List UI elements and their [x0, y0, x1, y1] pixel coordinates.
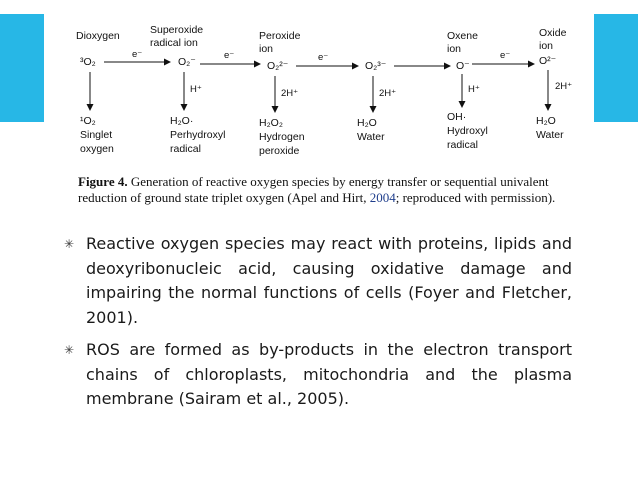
electron-label: e⁻	[224, 50, 235, 61]
product-name: oxygen	[80, 143, 114, 155]
caption-year: 2004	[369, 189, 396, 205]
reagent-label: H⁺	[190, 84, 202, 95]
bullet-text: Reactive oxygen species may react with proteins, lipids and deoxyribonucleic acid, causing oxidative damage and impairing the normal functions of cells (Foyer and Fletcher, 2001).	[86, 234, 572, 327]
bullet-item	[64, 338, 572, 412]
product-name: Perhydroxyl	[170, 129, 226, 141]
species-name: Superoxide	[150, 24, 204, 36]
species-formula: O²⁻	[539, 55, 557, 67]
electron-label: e⁻	[132, 49, 143, 60]
reagent-label: H⁺	[468, 84, 480, 95]
product-name: radical	[170, 143, 201, 155]
bullet-marker-icon: ✳	[64, 237, 75, 251]
ros-pathway-diagram	[52, 14, 586, 174]
product-formula: H₂O₂	[259, 117, 283, 129]
species-formula: O₂²⁻	[267, 60, 289, 72]
caption-text: Generation of reactive oxygen species by energy transfer or sequential univalent reduction of ground state triplet oxygen (Apel and Hirt,	[78, 174, 549, 205]
bullet-item	[64, 232, 572, 330]
product-formula: H₂O	[357, 117, 377, 129]
product-name: Hydroxyl	[447, 125, 488, 137]
species-formula: O₂⁻	[178, 56, 196, 68]
product-formula: OH·	[447, 111, 467, 123]
electron-label: e⁻	[500, 50, 511, 61]
species-formula: ³O₂	[80, 56, 96, 68]
reagent-label: 2H⁺	[555, 81, 573, 92]
species-name: Dioxygen	[76, 30, 120, 42]
species-name: radical ion	[150, 37, 198, 49]
product-formula: H₂O·	[170, 115, 194, 127]
product-name: Water	[536, 129, 564, 141]
product-name: Water	[357, 131, 385, 143]
species-name: Peroxide	[259, 30, 301, 42]
figure-caption	[78, 174, 598, 205]
bullet-marker-icon: ✳	[64, 343, 75, 357]
caption-text: ; reproduced with permission).	[395, 189, 556, 205]
species-name: Oxide	[539, 27, 567, 39]
species-formula: O₂³⁻	[365, 60, 387, 72]
species-formula: O⁻	[456, 60, 470, 72]
reagent-label: 2H⁺	[379, 88, 397, 99]
product-name: peroxide	[259, 145, 300, 157]
ros-figure	[52, 14, 586, 226]
species-name: ion	[539, 40, 554, 52]
bullet-list	[64, 232, 572, 420]
left-accent-bar	[0, 14, 44, 122]
product-name: radical	[447, 139, 478, 151]
bullet-text: ROS are formed as by-products in the electron transport chains of chloroplasts, mitochondria and the plasma membrane (Sairam et al., 2005).	[86, 340, 572, 408]
product-name: Singlet	[80, 129, 113, 141]
product-formula: ¹O₂	[80, 115, 96, 127]
electron-label: e⁻	[318, 52, 329, 63]
product-formula: H₂O	[536, 115, 556, 127]
reagent-label: 2H⁺	[281, 88, 299, 99]
right-accent-bar	[594, 14, 638, 122]
species-name: Oxene	[447, 30, 478, 42]
product-name: Hydrogen	[259, 131, 305, 143]
figure-label: Figure 4.	[78, 174, 128, 189]
species-name: ion	[259, 43, 274, 55]
species-name: ion	[447, 43, 462, 55]
